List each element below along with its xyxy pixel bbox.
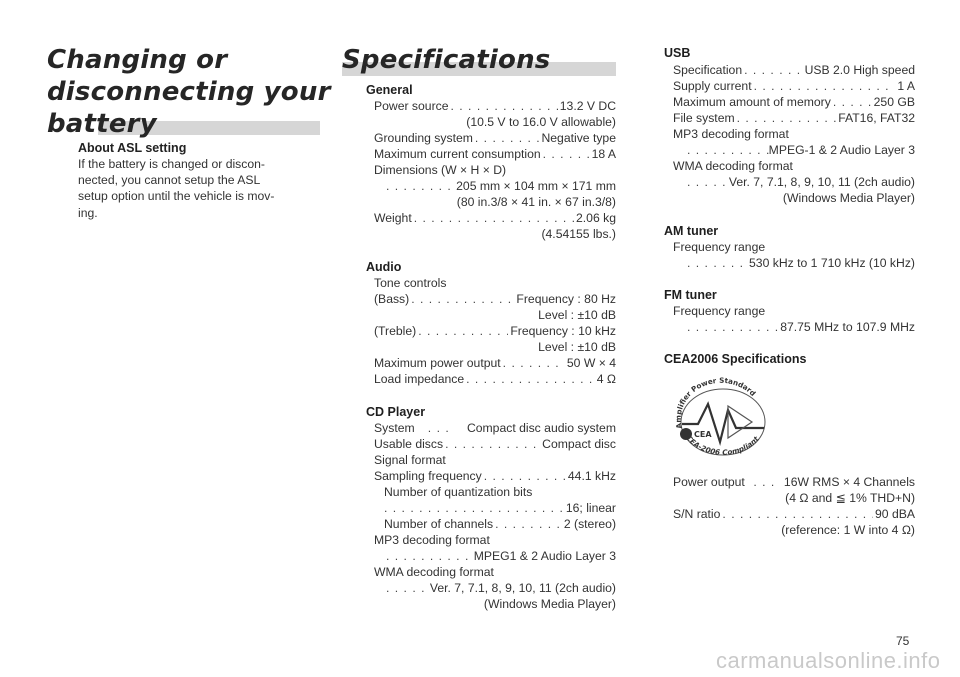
cd-system-row: [374, 420, 616, 436]
weight-label: Weight: [374, 211, 412, 225]
weight-value: 2.06 kg: [576, 211, 616, 225]
bass-label: (Bass): [374, 292, 410, 306]
sn-ratio-note: (reference: 1 W into 4 Ω): [781, 523, 915, 537]
sn-ratio-value: 90 dBA: [875, 507, 915, 521]
asl-body-line: ing.: [78, 205, 98, 220]
title-line-3: battery: [47, 109, 157, 139]
sampling-row: [374, 468, 616, 484]
power-source-value: 13.2 V DC: [559, 99, 616, 113]
channels-row: [384, 516, 616, 532]
cd-wma-value: Ver. 7, 7.1, 8, 9, 10, 11 (2ch audio): [429, 581, 616, 595]
max-power-label: Maximum power output: [374, 356, 501, 370]
treble-level: Level : ±10 dB: [538, 340, 616, 354]
cea2006-heading: CEA2006 Specifications: [664, 352, 807, 366]
cea-power-value: 16W RMS × 4 Channels: [783, 475, 915, 489]
logo-top-text: Amplifier Power Standard: [673, 376, 758, 430]
power-source-note: (10.5 V to 16.0 V allowable): [466, 115, 616, 129]
max-power-value: 50 W × 4: [566, 356, 616, 370]
grounding-row: [374, 130, 616, 146]
quantization-label: Number of quantization bits: [384, 485, 533, 499]
watermark-text: carmanualsonline.info: [716, 648, 941, 673]
svg-text:Amplifier Power Standard: [674, 376, 758, 429]
treble-label: (Treble): [374, 324, 417, 338]
load-impedance-value: 4 Ω: [596, 372, 616, 386]
title-line-2: disconnecting your: [47, 77, 331, 107]
fm-frequency-label: Frequency range: [673, 304, 766, 318]
fm-tuner-heading: FM tuner: [664, 288, 717, 302]
dimensions-value: 205 mm × 104 mm × 171 mm: [456, 179, 616, 193]
treble-value: Frequency : 10 kHz: [510, 324, 616, 338]
weight-row: [374, 210, 616, 226]
usb-spec-row: [673, 62, 915, 78]
tone-controls-label: Tone controls: [374, 276, 447, 290]
cd-wma-label: WMA decoding format: [374, 565, 494, 579]
power-source-label: Power source: [374, 99, 449, 113]
max-memory-row: [673, 94, 915, 110]
load-impedance-label: Load impedance: [374, 372, 465, 386]
logo-amplifier-triangle: [728, 406, 752, 438]
fm-frequency-value: 87.75 MHz to 107.9 MHz: [780, 320, 915, 334]
file-system-label: File system: [673, 111, 735, 125]
logo-cea-mark: CEA: [694, 430, 712, 439]
dimensions-label: Dimensions (W × H × D): [374, 163, 507, 177]
cea-compliance-logo: [668, 376, 774, 464]
usb-wma-note: (Windows Media Player): [782, 191, 915, 205]
asl-body-line: nected, you cannot setup the ASL: [78, 173, 261, 188]
cd-player-heading: CD Player: [366, 405, 426, 419]
channels-value: 2 (stereo): [563, 517, 616, 531]
am-frequency-label: Frequency range: [673, 240, 766, 254]
bass-row: [374, 291, 616, 307]
asl-body-line: If the battery is changed or discon-: [78, 157, 265, 171]
am-tuner-heading: AM tuner: [664, 224, 719, 238]
asl-section: [78, 140, 323, 221]
cd-system-label: System: [374, 421, 415, 435]
cd-wma-row: [386, 580, 616, 596]
am-frequency-value: 530 kHz to 1 710 kHz (10 kHz): [749, 256, 915, 270]
max-current-label: Maximum current consumption: [374, 147, 541, 161]
cd-system-value: Compact disc audio system: [466, 421, 616, 435]
bass-value: Frequency : 80 Hz: [516, 292, 616, 306]
sn-ratio-row: [673, 506, 915, 522]
cd-mp3-value: MPEG1 & 2 Audio Layer 3: [473, 549, 616, 563]
max-current-value: 18 A: [591, 147, 616, 161]
usb-wma-value: Ver. 7, 7.1, 8, 9, 10, 11 (2ch audio): [728, 175, 915, 189]
usable-discs-value: Compact disc: [542, 437, 616, 451]
usb-mp3-label: MP3 decoding format: [673, 127, 789, 141]
file-system-row: [673, 110, 915, 126]
dimensions-note: (80 in.3/8 × 41 in. × 67 in.3/8): [456, 195, 616, 209]
usable-discs-label: Usable discs: [374, 437, 444, 451]
power-source-row: [374, 98, 616, 114]
grounding-label: Grounding system: [374, 131, 473, 145]
specifications-title: Specifications: [342, 45, 551, 75]
signal-format-label: Signal format: [374, 453, 446, 467]
page-title: [47, 44, 331, 140]
cd-mp3-label: MP3 decoding format: [374, 533, 490, 547]
asl-subheading: About ASL setting: [78, 141, 187, 155]
cea-power-note: (4 Ω and ≦ 1% THD+N): [785, 491, 915, 505]
usb-spec-value: USB 2.0 High speed: [804, 63, 915, 77]
page-number: 75: [896, 634, 910, 648]
fm-frequency-row: [687, 319, 915, 335]
usb-wma-label: WMA decoding format: [673, 159, 793, 173]
am-frequency-row: [687, 255, 915, 271]
usb-mp3-row: [687, 142, 915, 158]
grounding-value: Negative type: [541, 131, 616, 145]
treble-row: [374, 323, 616, 339]
load-impedance-row: [374, 371, 616, 387]
cea-power-row: [673, 474, 915, 490]
sn-ratio-label: S/N ratio: [673, 507, 721, 521]
cea-power-label: Power output: [673, 475, 745, 489]
supply-current-label: Supply current: [673, 79, 752, 93]
channels-label: Number of channels: [384, 517, 494, 531]
quantization-row: [384, 500, 616, 516]
title-line-1: Changing or: [47, 45, 228, 75]
sampling-value: 44.1 kHz: [567, 469, 616, 483]
asl-body: [78, 156, 323, 221]
sampling-label: Sampling frequency: [374, 469, 482, 483]
cd-mp3-row: [386, 548, 616, 564]
max-memory-value: 250 GB: [873, 95, 915, 109]
usb-mp3-value: MPEG-1 & 2 Audio Layer 3: [768, 143, 915, 157]
cd-wma-note: (Windows Media Player): [483, 597, 616, 611]
general-heading: General: [366, 83, 413, 97]
dimensions-row: [386, 178, 616, 194]
weight-note: (4.54155 lbs.): [541, 227, 616, 241]
supply-current-row: [673, 78, 915, 94]
asl-body-line: setup option until the vehicle is mov-: [78, 189, 275, 204]
max-current-row: [374, 146, 616, 162]
file-system-value: FAT16, FAT32: [838, 111, 915, 125]
usb-heading: USB: [664, 46, 691, 60]
logo-bottom-text: CEA-2006 Compliant: [684, 433, 761, 457]
usb-spec-label: Specification: [673, 63, 743, 77]
audio-heading: Audio: [366, 260, 402, 274]
bass-level: Level : ±10 dB: [538, 308, 616, 322]
max-memory-label: Maximum amount of memory: [673, 95, 831, 109]
quantization-value: 16; linear: [565, 501, 616, 515]
max-power-row: [374, 355, 616, 371]
usb-wma-row: [687, 174, 915, 190]
usable-discs-row: [374, 436, 616, 452]
supply-current-value: 1 A: [897, 79, 915, 93]
